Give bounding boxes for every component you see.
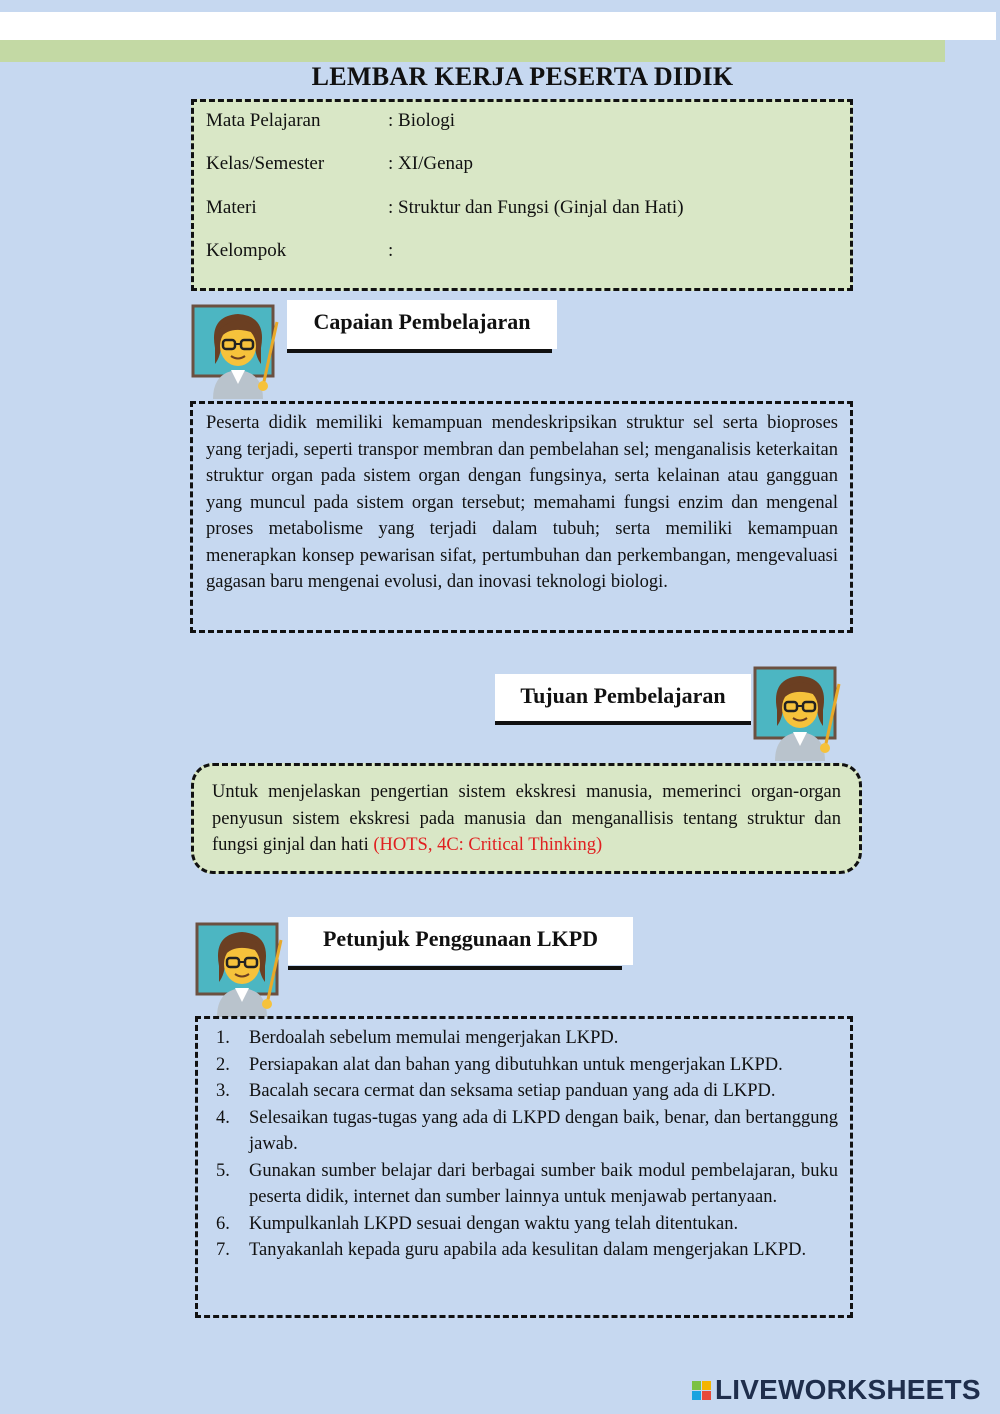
capaian-box xyxy=(190,401,853,633)
tujuan-heading-text: Tujuan Pembelajaran xyxy=(520,683,726,708)
capaian-heading-underline xyxy=(287,349,552,353)
capaian-heading xyxy=(287,300,557,349)
top-banner-green xyxy=(0,40,945,62)
info-value: : XI/Genap xyxy=(388,153,473,174)
list-text: Gunakan sumber belajar dari berbagai sumber baik modul pembelajaran, buku peserta didik, internet dan sumber lainnya untuk menjawab pertanyaan. xyxy=(249,1160,838,1207)
petunjuk-heading-text: Petunjuk Penggunaan LKPD xyxy=(322,926,599,951)
tujuan-box xyxy=(191,763,862,874)
info-value: : Biologi xyxy=(388,110,456,131)
info-value: : xyxy=(388,240,394,261)
teacher-icon xyxy=(191,304,286,399)
list-text: Bacalah secara cermat dan seksama setiap panduan yang ada di LKPD. xyxy=(249,1081,776,1101)
list-item xyxy=(216,1158,838,1211)
list-number: 3. xyxy=(216,1081,230,1101)
top-banner-white xyxy=(0,12,996,40)
list-number: 1. xyxy=(216,1028,230,1048)
list-item xyxy=(216,1078,838,1105)
teacher-icon xyxy=(195,922,290,1017)
brand-text: LIVEWORKSHEETS xyxy=(715,1374,981,1405)
info-label: Kelas/Semester xyxy=(206,153,325,174)
tujuan-heading-underline xyxy=(495,721,751,725)
list-text: Kumpulkanlah LKPD sesuai dengan waktu yang telah ditentukan. xyxy=(249,1213,739,1234)
list-number: 2. xyxy=(216,1054,230,1075)
list-text: Berdoalah sebelum memulai mengerjakan LKPD. xyxy=(249,1028,619,1048)
list-number: 5. xyxy=(216,1160,230,1181)
petunjuk-heading-underline xyxy=(288,966,622,970)
teacher-icon xyxy=(753,666,848,761)
info-row-mata-pelajaran xyxy=(206,110,455,132)
liveworksheets-logo-icon xyxy=(692,1381,711,1400)
page-title: LEMBAR KERJA PESERTA DIDIK xyxy=(311,62,734,91)
capaian-heading-text: Capaian Pembelajaran xyxy=(313,309,531,334)
info-row-materi xyxy=(206,197,684,219)
list-item xyxy=(216,1211,838,1238)
liveworksheets-logo[interactable] xyxy=(692,1374,981,1406)
list-text: Persiapakan alat dan bahan yang dibutuhkan untuk mengerjakan LKPD. xyxy=(249,1054,783,1075)
list-number: 4. xyxy=(216,1107,230,1128)
list-number: 6. xyxy=(216,1213,230,1234)
list-item xyxy=(216,1237,838,1264)
petunjuk-list xyxy=(216,1025,838,1264)
list-text: Selesaikan tugas-tugas yang ada di LKPD dengan baik, benar, dan bertanggung jawab. xyxy=(249,1107,838,1154)
list-item xyxy=(216,1105,838,1158)
list-text: Tanyakanlah kepada guru apabila ada kesulitan dalam mengerjakan LKPD. xyxy=(249,1240,807,1260)
petunjuk-box xyxy=(195,1016,853,1318)
info-row-kelompok[interactable] xyxy=(206,240,393,262)
tujuan-highlight: (HOTS, 4C: Critical Thinking) xyxy=(373,835,603,855)
petunjuk-heading xyxy=(288,917,633,965)
info-label: Kelompok xyxy=(206,240,287,261)
tujuan-heading xyxy=(495,674,751,721)
info-value: : Struktur dan Fungsi (Ginjal dan Hati) xyxy=(388,197,684,218)
tujuan-text: Untuk menjelaskan pengertian sistem ekskresi manusia, memerinci organ-organ penyusun sistem ekskresi pada manusia dan menganallisis tentang struktur dan fungsi ginjal dan hati xyxy=(212,782,841,855)
list-number: 7. xyxy=(216,1240,230,1260)
info-label: Materi xyxy=(206,197,257,218)
list-item xyxy=(216,1025,838,1052)
list-item xyxy=(216,1052,838,1079)
info-box xyxy=(191,99,853,291)
capaian-text: Peserta didik memiliki kemampuan mendeskripsikan struktur sel serta bioproses yang terjadi, seperti transpor membran dan pembelahan sel; menganalisis keterkaitan struktur organ pada sistem organ dengan fungsinya, serta kelainan atau gangguan yang muncul pada sistem organ tersebut; memahami fungsi enzim dan mengenal proses metabolisme yang terjadi dalam tubuh; serta memiliki kemampuan menerapkan konsep pewarisan sifat, pertumbuhan dan perkembangan, mengevaluasi gagasan baru mengenai evolusi, dan inovasi teknologi biologi. xyxy=(206,413,838,592)
info-row-kelas-semester xyxy=(206,153,473,175)
info-label: Mata Pelajaran xyxy=(206,110,321,131)
